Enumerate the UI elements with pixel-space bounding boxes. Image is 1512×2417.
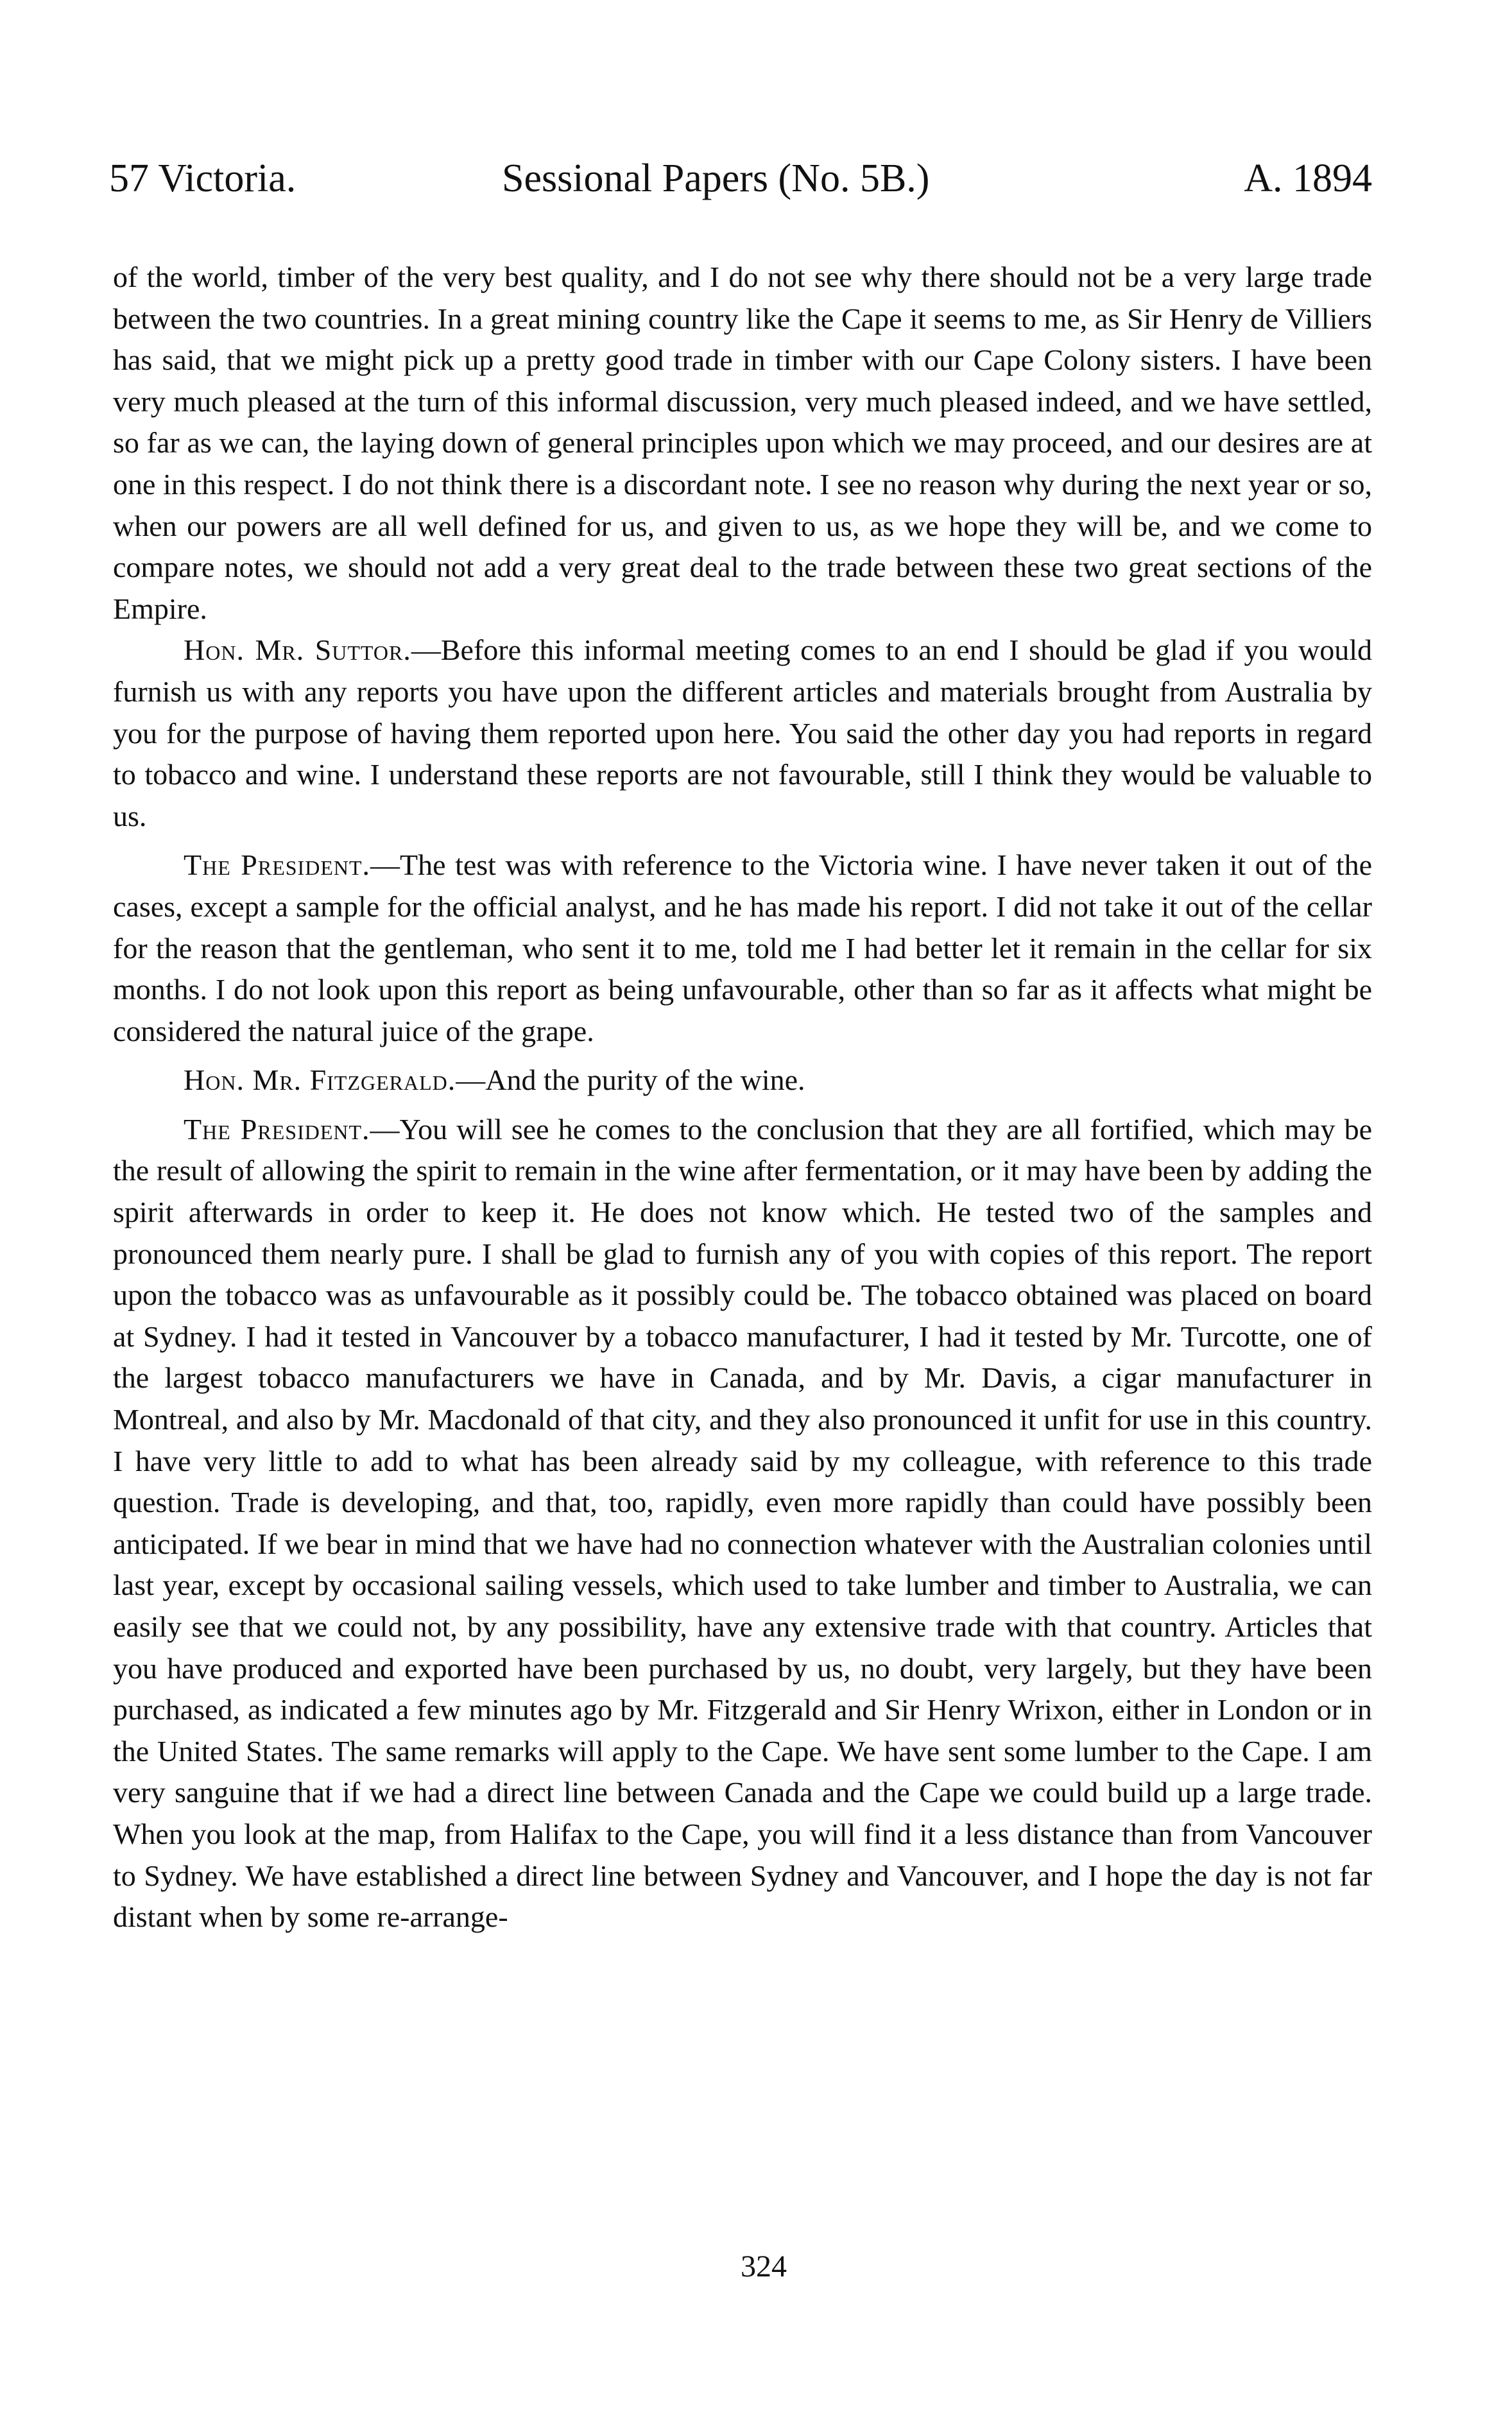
speech-text: —The test was with reference to the Victoria wine. I have never taken it out of the cases, except a sample for the official analyst, and he has made his report. I did not take it out of the cellar for the reason that the gentleman, who sent it to me, told me I had better let it remain in the cellar for six months. I do not look upon this report as being unfavourable, other than so far as it affects what might be considered the natural juice of the grape.	[113, 848, 1372, 1047]
header-year: A. 1894	[1244, 157, 1372, 200]
speech-text: —Before this informal meeting comes to an end I should be glad if you would furnish us with any reports you have upon the different articles and materials brought from Australia by you for the purpose of having them reported upon here. You said the other day you had reports in regard to tobacco and wine. I understand these reports are not favourable, still I think they would be valuable to us.	[113, 633, 1372, 832]
paragraph-suttor	[113, 630, 1372, 837]
speaker-name: Hon. Mr. Suttor.	[184, 633, 411, 667]
running-header	[109, 153, 1372, 204]
body-text	[113, 257, 1372, 1938]
header-volume: 57 Victoria.	[109, 157, 296, 200]
page-number: 324	[741, 2249, 787, 2284]
speech-text: —And the purity of the wine.	[456, 1063, 805, 1097]
speaker-name: The President.	[184, 848, 371, 882]
paragraph-fitzgerald	[113, 1060, 1372, 1101]
paragraph-continuation: of the world, timber of the very best quality, and I do not see why there should not be a very large trade between the two countries. In a great mining country like the Cape it seems to me, as Sir Henry de Villiers has said, that we might pick up a pretty good trade in timber with our Cape Colony sisters. I have been very much pleased at the turn of this informal discussion, very much pleased indeed, and we have settled, so far as we can, the laying down of general principles upon which we may proceed, and our desires are at one in this respect. I do not think there is a discordant note. I see no reason why during the next year or so, when our powers are all well defined for us, and given to us, as we hope they will be, and we come to compare notes, we should not add a very great deal to the trade between these two great sections of the Empire.	[113, 261, 1372, 625]
paragraph-president-1	[113, 845, 1372, 1052]
header-series-title: Sessional Papers (No. 5B.)	[502, 157, 930, 200]
speech-text: —You will see he comes to the conclusion that they are all fortified, which may be the result of allowing the spirit to remain in the wine after fermentation, or it may have been by adding the spirit afterwards in order to keep it. He does not know which. He tested two of the samples and pronounced them nearly pure. I shall be glad to furnish any of you with copies of this report. The report upon the tobacco was as unfavourable as it possibly could be. The tobacco obtained was placed on board at Sydney. I had it tested in Vancouver by a tobacco manufacturer, I had it tested by Mr. Turcotte, one of the largest tobacco manufacturers we have in Canada, and by Mr. Davis, a cigar manufacturer in Montreal, and also by Mr. Macdonald of that city, and they also pronounced it unfit for use in this country. I have very little to add to what has been already said by my colleague, with reference to this trade question. Trade is developing, and that, too, rapidly, even more rapidly than could have possibly been anticipated. If we bear in mind that we have had no connection whatever with the Australian colonies until last year, except by occasional sailing vessels, which used to take lumber and timber to Australia, we can easily see that we could not, by any possibility, have any extensive trade with that country. Articles that you have produced and exported have been purchased by us, no doubt, very largely, but they have been purchased, as indicated a few minutes ago by Mr. Fitzgerald and Sir Henry Wrixon, either in London or in the United States. The same remarks will apply to the Cape. We have sent some lumber to the Cape. I am very sanguine that if we had a direct line between Canada and the Cape we could build up a large trade. When you look at the map, from Halifax to the Cape, you will find it a less distance than from Vancouver to Sydney. We have established a direct line between Sydney and Vancouver, and I hope the day is not far distant when by some re-arrange-	[113, 1112, 1372, 1934]
speaker-name: Hon. Mr. Fitzgerald.	[184, 1063, 456, 1097]
speaker-name: The President.	[184, 1112, 370, 1146]
paragraph-president-2	[113, 1109, 1372, 1938]
